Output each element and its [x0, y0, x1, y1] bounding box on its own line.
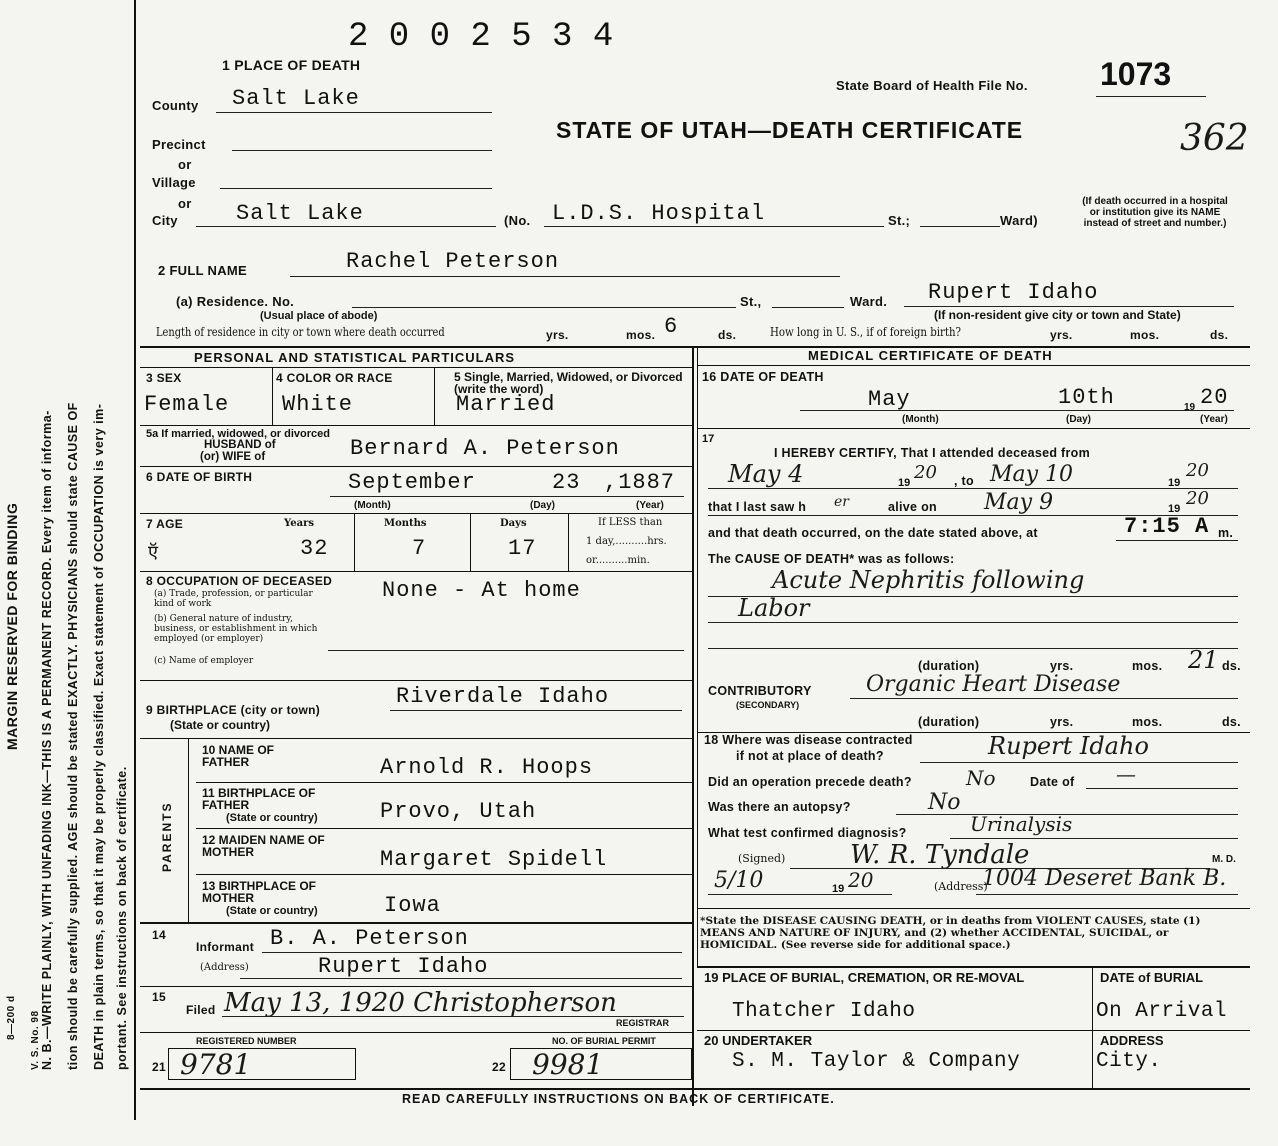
page-number: 362: [1180, 118, 1249, 159]
place-of-death-label: 1 PLACE OF DEATH: [222, 57, 361, 73]
registered-no-prefix: 21: [152, 1060, 166, 1074]
filed-value: May 13, 1920 Christopherson: [224, 988, 617, 1018]
or-label-1: or: [178, 157, 192, 172]
burial-permit-label: NO. OF BURIAL PERMIT: [552, 1036, 656, 1046]
attend-from-year: 20: [914, 462, 937, 483]
cause-label: The CAUSE OF DEATH* was as follows:: [708, 552, 955, 566]
cause-2: Labor: [738, 594, 810, 622]
death-time-suffix: m.: [1218, 526, 1234, 540]
cause-line-3: [708, 648, 1238, 649]
certificate-title: STATE OF UTAH—DEATH CERTIFICATE: [556, 117, 1024, 143]
residence-st-label: St.,: [740, 294, 762, 309]
sex-label: 3 SEX: [146, 371, 182, 385]
us-residence-label: How long in U. S., if of foreign birth?: [770, 325, 961, 339]
duration-label-1: (duration): [918, 659, 980, 673]
birthplace-label: 9 BIRTHPLACE (city or town): [146, 703, 321, 717]
death-date-line: [800, 410, 1234, 411]
undertaker-label: 20 UNDERTAKER: [704, 1033, 813, 1048]
occupation-a: (a) Trade, profession, or particular kind of work: [154, 589, 313, 609]
full-name-line: [290, 276, 840, 277]
operation-value: No: [966, 766, 996, 790]
age-less-label-2: 1 day,..........hrs.: [586, 536, 667, 547]
cause-1: Acute Nephritis following: [772, 566, 1085, 594]
filed-line: [222, 1016, 684, 1017]
test-value: Urinalysis: [970, 812, 1073, 836]
father-bp-label: 11 BIRTHPLACE OF FATHER: [202, 786, 316, 812]
cause-line-2: [708, 622, 1238, 623]
us-yrs-label: yrs.: [1050, 328, 1073, 342]
med-line-5: [697, 1030, 1250, 1031]
certify-text: I HEREBY CERTIFY, That I attended deceased from: [774, 446, 1091, 460]
burial-label: 19 PLACE OF BURIAL, CREMATION, OR RE-MOVAL: [704, 970, 1025, 985]
personal-header-line: [140, 367, 692, 368]
length-of-residence-label: Length of residence in city or town where death occurred: [156, 325, 445, 339]
age-days: 17: [508, 536, 537, 561]
burial-divider: [1092, 966, 1093, 1088]
or-label-2: or: [178, 196, 192, 211]
age-divider-2: [470, 513, 471, 571]
residence-ward-label: Ward.: [850, 294, 888, 309]
test-label: What test confirmed diagnosis?: [708, 826, 907, 840]
attend-to: May 10: [990, 462, 1074, 487]
ward-line: [920, 226, 1000, 227]
mother-label: 12 MAIDEN NAME OF MOTHER: [202, 833, 325, 859]
parents-divider: [188, 738, 189, 924]
hospital-note: (If death occurred in a hospital or institution give its NAME instead of street and number.): [1082, 196, 1228, 229]
city-value: Salt Lake: [236, 201, 364, 226]
street-no-label: (No.: [504, 213, 531, 228]
alive-on-label: alive on: [888, 500, 937, 514]
row-line-2: [140, 466, 692, 467]
informant-address-label: (Address): [200, 962, 249, 973]
file-no-label: State Board of Health File No.: [836, 78, 1028, 93]
mother-bp-sub: (State or country): [226, 905, 318, 917]
test-line: [950, 838, 1238, 839]
dob-month-label: (Month): [354, 500, 391, 511]
certify-no: 17: [702, 433, 715, 445]
signed-date-line: [708, 894, 892, 895]
med-address-line: [976, 894, 1238, 895]
signed-year: 20: [848, 868, 874, 892]
informant-line: [262, 952, 682, 953]
age-less-label-1: If LESS than: [598, 517, 663, 528]
informant-no: 14: [152, 928, 166, 942]
duration-mos-1: mos.: [1132, 659, 1163, 673]
last-saw-year-prefix: 19: [1168, 503, 1181, 515]
residence-sub: (Usual place of abode): [260, 310, 378, 322]
stamp-number: 2 0 0 2 5 3 4: [348, 18, 614, 56]
mother-bp-label: 13 BIRTHPLACE OF MOTHER: [202, 879, 317, 905]
sex-value: Female: [144, 392, 230, 417]
precinct-label: Precinct: [152, 137, 206, 152]
county-line: [216, 112, 492, 113]
operation-date-value: —: [1116, 762, 1136, 786]
residence-value: Rupert Idaho: [928, 280, 1099, 305]
full-name-label: 2 FULL NAME: [158, 263, 248, 278]
spouse-value: Bernard A. Peterson: [350, 436, 620, 461]
file-no: 1073: [1100, 56, 1172, 92]
age-divider-1: [354, 513, 355, 571]
age-days-label: Days: [500, 518, 527, 529]
color-divider: [434, 367, 435, 425]
where-line: [920, 762, 1238, 763]
margin-binding-text: MARGIN RESERVED FOR BINDING: [4, 502, 20, 750]
where-label: 18 Where was disease contracted: [704, 733, 913, 747]
medical-header: MEDICAL CERTIFICATE OF DEATH: [808, 348, 1053, 363]
parents-label: PARENTS: [160, 801, 174, 872]
main-box-divider: [692, 346, 694, 1106]
informant-address: Rupert Idaho: [318, 954, 489, 979]
hospital-value: L.D.S. Hospital: [552, 201, 766, 226]
signed-date: 5/10: [714, 868, 764, 893]
age-years: 32: [300, 536, 329, 561]
informant-label: Informant: [196, 940, 255, 954]
county-label: County: [152, 98, 199, 113]
margin-instructions-2: tion should be carefully supplied. AGE should be stated EXACTLY. PHYSICIANS should state CAUSE OF: [66, 402, 80, 1070]
dob-month: September: [348, 470, 476, 495]
row-line-5: [140, 680, 692, 681]
attend-to-year-prefix: 19: [1168, 477, 1181, 489]
dob-day: 23: [552, 470, 581, 495]
where-value: Rupert Idaho: [988, 732, 1149, 760]
age-mark: ऍ: [148, 542, 158, 562]
duration-ds-1: ds.: [1222, 659, 1241, 673]
village-line: [220, 188, 492, 189]
birthplace-line: [390, 710, 682, 711]
last-saw-text: that I last saw h: [708, 500, 807, 514]
birthplace-sub: (State or country): [170, 718, 271, 732]
length-mos-label: mos.: [626, 328, 656, 342]
age-divider-3: [568, 513, 569, 571]
informant-value: B. A. Peterson: [270, 926, 469, 951]
file-no-line: [1096, 96, 1206, 97]
marital-value: Married: [456, 392, 556, 417]
contributory-label: CONTRIBUTORY: [708, 684, 812, 698]
med-line-1: [697, 428, 1250, 429]
filed-no: 15: [152, 990, 166, 1004]
father-value: Arnold R. Hoops: [380, 755, 594, 780]
death-day: 10th: [1058, 385, 1115, 410]
registered-label: REGISTERED NUMBER: [196, 1036, 297, 1046]
father-bp-sub: (State or country): [226, 812, 318, 824]
burial-date: On Arrival: [1096, 1000, 1228, 1023]
autopsy-label: Was there an autopsy?: [708, 800, 851, 814]
medical-header-line: [697, 365, 1250, 366]
autopsy-value: No: [928, 790, 961, 815]
attend-to-label: , to: [954, 474, 974, 488]
color-value: White: [282, 392, 354, 417]
mother-bp-value: Iowa: [384, 893, 441, 918]
dob-year-label: (Year): [636, 500, 664, 511]
death-month-label: (Month): [902, 414, 939, 425]
city-label: City: [152, 213, 178, 228]
med-line-3: [697, 908, 1250, 909]
signed-year-prefix: 19: [832, 883, 845, 895]
contributory-line: [850, 698, 1238, 699]
registered-number: 9781: [180, 1048, 252, 1081]
birthplace-value: Riverdale Idaho: [396, 684, 610, 709]
residence-label: (a) Residence. No.: [176, 294, 295, 309]
age-months-label: Months: [384, 518, 427, 529]
row-line-11: [140, 986, 692, 987]
informant-address-line: [240, 978, 682, 979]
father-label: 10 NAME OF FATHER: [202, 743, 275, 769]
attend-to-year: 20: [1186, 460, 1209, 481]
burial-place: Thatcher Idaho: [732, 1000, 916, 1023]
row-line-4: [140, 571, 692, 572]
row-line-6: [140, 738, 692, 739]
duration-yrs-1: yrs.: [1050, 659, 1074, 673]
last-saw-pronoun: er: [834, 494, 849, 510]
occupation-b-line: [328, 650, 684, 651]
undertaker-value: S. M. Taylor & Company: [732, 1050, 1021, 1073]
precinct-line: [232, 150, 492, 151]
death-year-label: (Year): [1200, 414, 1228, 425]
med-address-label: (Address): [934, 880, 988, 893]
spouse-label-2: HUSBAND of: [204, 439, 276, 451]
margin-rule: [134, 0, 136, 1120]
county-value: Salt Lake: [232, 86, 360, 111]
length-mos-value: 6: [664, 314, 679, 339]
burial-permit-prefix: 22: [492, 1060, 506, 1074]
occupation-c: (c) Name of employer: [154, 656, 254, 666]
date-of-death-label: 16 DATE OF DEATH: [702, 370, 824, 384]
row-line-1: [140, 425, 692, 426]
contributory-value: Organic Heart Disease: [866, 672, 1121, 697]
ward-label: Ward): [1000, 213, 1038, 228]
sex-divider: [272, 367, 273, 425]
row-line-9: [196, 874, 692, 875]
mother-value: Margaret Spidell: [380, 847, 608, 872]
occupation-b: (b) General nature of industry, business, or establishment in which employed (or employer): [154, 614, 318, 644]
dob-day-label: (Day): [530, 500, 556, 511]
village-label: Village: [152, 175, 196, 190]
signature: W. R. Tyndale: [850, 840, 1030, 870]
death-occurred-text: and that death occurred, on the date stated above, at: [708, 526, 1038, 540]
residence-value-line: [904, 306, 1234, 307]
attend-from: May 4: [728, 460, 804, 488]
med-address: 1004 Deseret Bank B.: [982, 866, 1227, 891]
duration-days: 21: [1188, 646, 1219, 674]
footer-instructions: READ CAREFULLY INSTRUCTIONS ON BACK OF CERTIFICATE.: [402, 1092, 835, 1106]
attend-line: [708, 488, 1238, 489]
death-year: 20: [1200, 385, 1229, 410]
filed-label: Filed: [186, 1003, 216, 1017]
signed-label: (Signed): [738, 852, 786, 865]
length-ds-label: ds.: [718, 328, 737, 342]
registrar-label: REGISTRAR: [616, 1018, 670, 1028]
residence-line: [352, 307, 736, 308]
last-saw-year: 20: [1186, 488, 1209, 509]
full-name-value: Rachel Peterson: [346, 249, 560, 274]
med-line-4: [697, 966, 1250, 968]
occupation-value: None - At home: [382, 578, 581, 603]
attend-from-year-prefix: 19: [898, 477, 911, 489]
undertaker-address: City.: [1096, 1050, 1162, 1073]
age-less-label-3: or..........min.: [586, 555, 650, 566]
death-time: 7:15 A: [1124, 514, 1210, 539]
row-line-3: [140, 513, 692, 514]
margin-form-no: V. S. No. 98: [30, 1010, 41, 1070]
us-ds-label: ds.: [1210, 328, 1229, 342]
burial-date-label: DATE of BURIAL: [1100, 970, 1204, 985]
age-label: 7 AGE: [146, 517, 184, 531]
length-yrs-label: yrs.: [546, 328, 569, 342]
residence-st-line: [772, 307, 844, 308]
operation-line: [1086, 788, 1238, 789]
nonresident-note: (If non-resident give city or town and State): [934, 308, 1181, 322]
duration-yrs-2: yrs.: [1050, 715, 1074, 729]
age-years-label: Years: [284, 518, 315, 529]
dob-label: 6 DATE OF BIRTH: [146, 470, 253, 484]
death-year-prefix: 19: [1184, 402, 1196, 413]
duration-label-2: (duration): [918, 715, 980, 729]
row-line-10: [140, 922, 692, 924]
us-mos-label: mos.: [1130, 328, 1160, 342]
occupation-label: 8 OCCUPATION OF DECEASED: [146, 574, 333, 588]
md-label: M. D.: [1212, 854, 1236, 865]
margin-instructions-4: portant. See instructions on back of certificate.: [115, 766, 129, 1070]
operation-label: Did an operation precede death?: [708, 775, 912, 789]
margin-instructions-1: N. B.—WRITE PLAINLY, WITH UNFADING INK—THIS IS A PERMANENT RECORD. Every item of informa-: [40, 410, 54, 1070]
operation-date-label: Date of: [1030, 775, 1075, 789]
street-label: St.;: [888, 213, 911, 228]
where-sub: if not at place of death?: [736, 749, 884, 763]
dob-line: [330, 496, 684, 497]
burial-permit-number: 9981: [532, 1048, 604, 1081]
death-day-label: (Day): [1066, 414, 1092, 425]
row-line-12: [140, 1032, 692, 1033]
main-box-bottom: [140, 1088, 1250, 1090]
dob-year: ,1887: [604, 470, 676, 495]
death-time-line: [1116, 540, 1238, 541]
duration-mos-2: mos.: [1132, 715, 1163, 729]
margin-form-code: 8—200 d: [6, 995, 17, 1040]
father-bp-value: Provo, Utah: [380, 799, 537, 824]
row-line-8: [196, 828, 692, 829]
main-box-divider-2: [697, 346, 698, 966]
spouse-label-3: (or) WIFE of: [200, 451, 266, 463]
footnote: *State the DISEASE CAUSING DEATH, or in deaths from VIOLENT CAUSES, state (1) MEANS AND NATURE OF INJURY, and (2) whether ACCIDENTAL, SUICIDAL, or HOMICIDAL. (See reverse side for additional space.): [700, 915, 1201, 951]
death-month: May: [868, 387, 911, 412]
duration-ds-2: ds.: [1222, 715, 1241, 729]
personal-header: PERSONAL AND STATISTICAL PARTICULARS: [194, 350, 516, 365]
row-line-7: [196, 782, 692, 783]
age-months: 7: [412, 536, 427, 561]
margin-instructions-3: DEATH in plain terms, so that it may be properly classified. Exact statement of OCCUPATION is very im-: [92, 403, 106, 1070]
spouse-label-1: 5a If married, widowed, or divorced: [146, 428, 330, 440]
city-line: [196, 226, 496, 227]
last-saw-date: May 9: [984, 490, 1054, 515]
main-box-top: [140, 346, 1250, 348]
marital-label: 5 Single, Married, Widowed, or Divorced (write the word): [454, 370, 683, 396]
color-label: 4 COLOR OR RACE: [276, 371, 393, 385]
hospital-line: [544, 226, 884, 227]
secondary-label: (SECONDARY): [736, 700, 800, 710]
undertaker-address-label: ADDRESS: [1100, 1033, 1164, 1048]
